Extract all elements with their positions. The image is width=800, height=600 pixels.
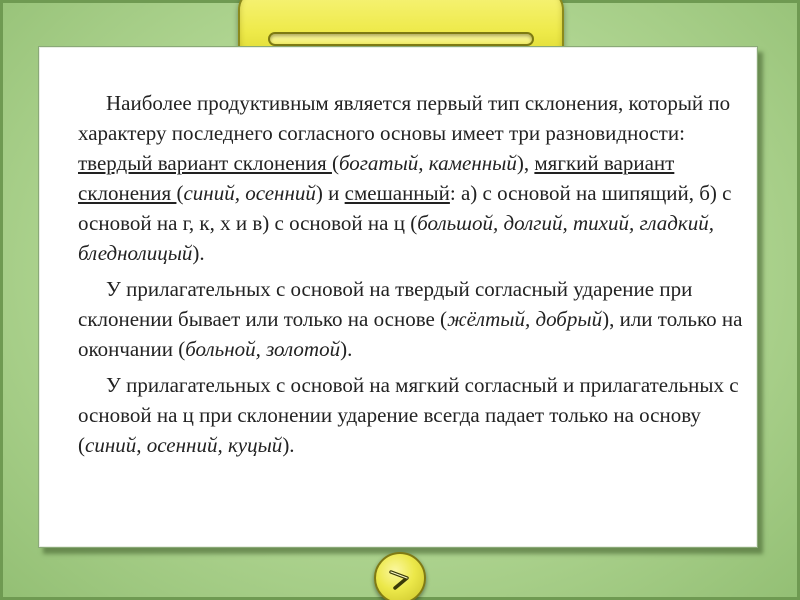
p2-part-0: У прилагательных с основой на твердый согласный ударение при склонении бывает или только на основе ( [78, 277, 693, 331]
paragraph-2 [78, 274, 754, 364]
example-ending-stress: больной, золотой [185, 337, 341, 361]
example-hard: богатый, каменный [338, 151, 517, 175]
p2-part-4: ). [340, 337, 353, 361]
p1-part-0: Наиболее продуктивным является первый тип склонения, который по характеру последнего согласного основы имеет три разновидности: [78, 91, 731, 145]
p1-part-10: : а) с основой на шипящий, б) с основой на г, к, х и в) с основой на ц ( [78, 181, 732, 235]
p3-part-0: У прилагательных с основой на мягкий согласный и прилагательных с основой на ц при склонении ударение всегда падает только на основу ( [78, 373, 739, 457]
p1-part-12: ). [192, 241, 205, 265]
example-soft-stress: синий, осенний, куцый [85, 433, 283, 457]
term-hard-variant: твердый вариант склонения [78, 151, 332, 175]
paragraph-3 [78, 370, 754, 460]
title-slot [268, 32, 534, 46]
slide-text [78, 88, 754, 466]
next-arrow-icon [385, 563, 415, 593]
p1-part-6: ( [176, 181, 184, 205]
p1-part-8: ) и [315, 181, 345, 205]
paragraph-1 [78, 88, 754, 268]
term-mixed: смешанный [344, 181, 450, 205]
p1-part-4: ), [516, 151, 535, 175]
example-stem-stress: жёлтый, добрый [447, 307, 603, 331]
example-mixed: большой, долгий, тихий, гладкий, бледнолицый [78, 211, 714, 265]
p1-part-2: ( [331, 151, 339, 175]
example-soft: синий, осенний [183, 181, 316, 205]
p2-part-2: ), или только на окончании ( [78, 307, 743, 361]
term-soft-variant: мягкий вариант склонения [78, 151, 675, 205]
p3-part-2: ). [282, 433, 295, 457]
next-slide-button[interactable] [374, 552, 426, 600]
